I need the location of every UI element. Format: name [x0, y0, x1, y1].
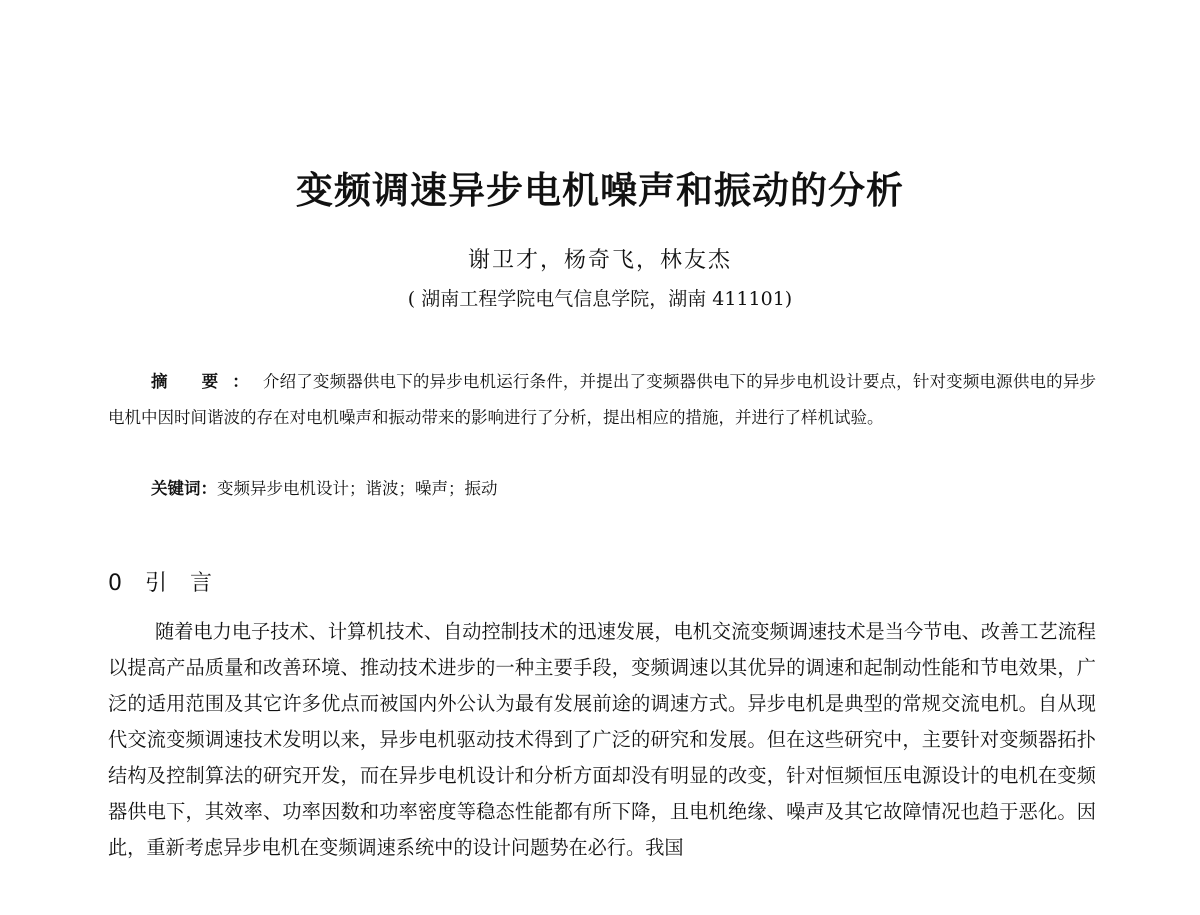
- abstract-label: 摘 要：: [151, 372, 263, 391]
- section-heading-introduction: 0 引 言: [108, 571, 220, 596]
- author-affiliation: ( 湖南工程学院电气信息学院，湖南 411101): [407, 288, 793, 310]
- paper-title: 变频调速异步电机噪声和振动的分析: [296, 169, 904, 212]
- introduction-paragraph: 随着电力电子技术、计算机技术、自动控制技术的迅速发展，电机交流变频调速技术是当今节电、改善工艺流程以提高产品质量和改善环境、推动技术进步的一种主要手段，变频调速以其优异的调速和起制动性能和节电效果，广泛的适用范围及其它许多优点而被国内外公认为最有发展前途的调速方式。异步电机是典型的常规交流电机。自从现代交流变频调速技术发明以来，异步电机驱动技术得到了广泛的研究和发展。但在这些研究中，主要针对变频器拓扑结构及控制算法的研究开发，而在异步电机设计和分析方面却没有明显的改变，针对恒频恒压电源设计的电机在变频器供电下，其效率、功率因数和功率密度等稳态性能都有所下降，且电机绝缘、噪声及其它故障情况也趋于恶化。因此，重新考虑异步电机在变频调速系统中的设计问题势在必行。我国: [108, 620, 1096, 859]
- abstract-text: 介绍了变频器供电下的异步电机运行条件，并提出了变频器供电下的异步电机设计要点，针对变频电源供电的异步电机中因时间谐波的存在对电机噪声和振动带来的影响进行了分析，提出相应的措施，并进行了样机试验。: [108, 372, 1096, 427]
- abstract: [108, 364, 1096, 436]
- keywords-text: 变频异步电机设计；谐波；噪声；振动: [217, 479, 498, 498]
- author-list: 谢卫才，杨奇飞，林友杰: [467, 248, 732, 273]
- keywords: [151, 475, 1096, 499]
- keywords-label: 关键词：: [151, 479, 217, 498]
